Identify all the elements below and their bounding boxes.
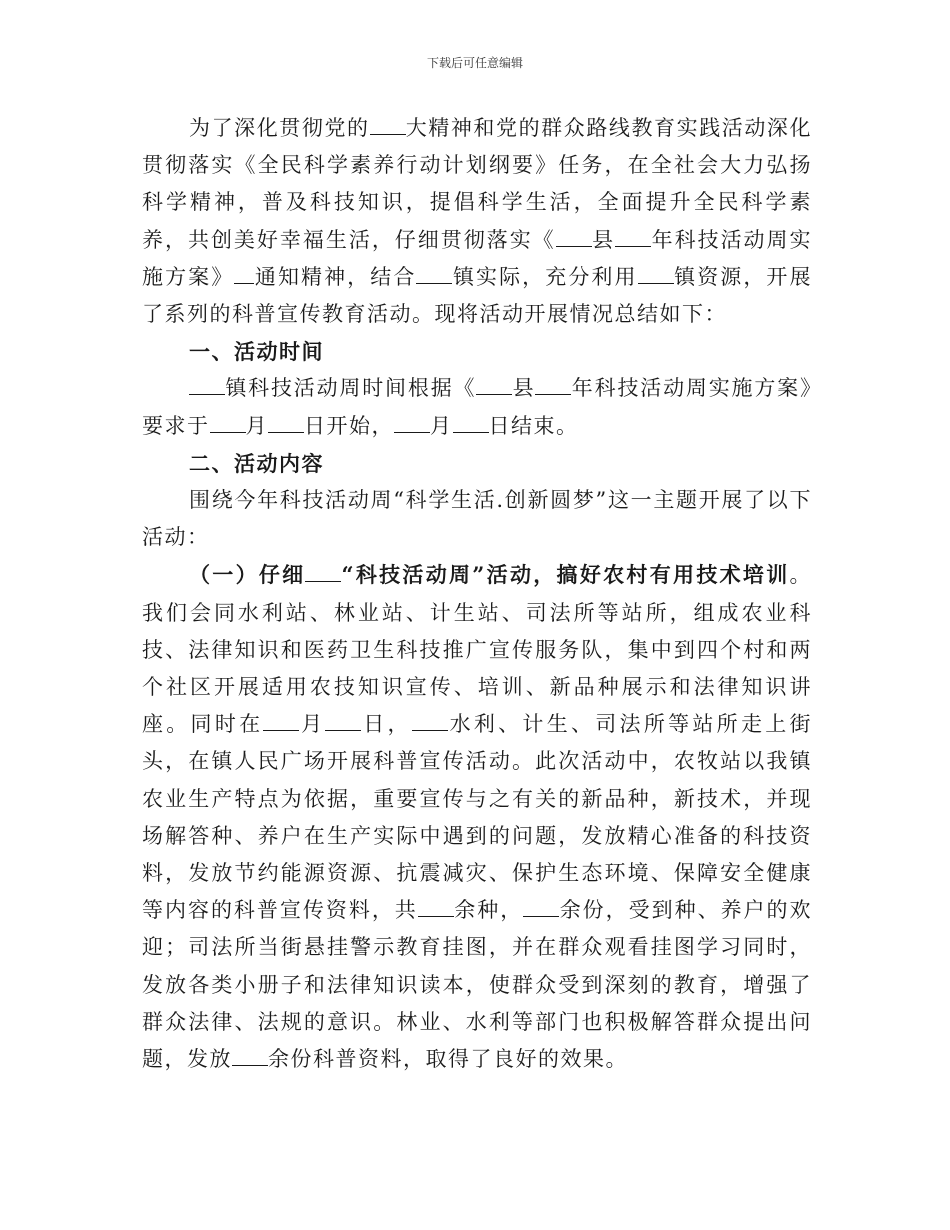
- sub-item-heading: “科技活动周”活动，搞好农村有用技术培训: [341, 562, 790, 588]
- text-run: 。我们会同水利站、林业站、计生站、司法所等站所，组成农业科技、法律知识和医药卫生科技推广宣传服务队，集中到四个村和两个社区开展适用农技知识宣传、培训、新品种展示和法律知识讲座。同时在: [142, 563, 812, 737]
- content-intro-paragraph: 围绕今年科技活动周“科学生活.创新圆梦”这一主题开展了以下活动：: [142, 488, 812, 550]
- text-run: 县: [591, 227, 616, 252]
- section-heading: 二、活动内容: [189, 450, 324, 476]
- text-run: 余份科普资料，取得了良好的效果。: [268, 1047, 628, 1072]
- sub-item-paragraph: [142, 556, 812, 1078]
- text-run: 日开始，: [304, 413, 394, 438]
- text-run: 年科技活动周实施方案》要求于: [142, 376, 813, 438]
- section-heading: 一、活动时间: [189, 339, 324, 365]
- blank-underline: [476, 372, 512, 395]
- blank-underline: [305, 559, 341, 582]
- text-run: 余种，: [453, 898, 524, 923]
- blank-underline: [556, 224, 592, 247]
- text-run: 大精神和党的群众路线教育实践活动深化贯彻落实《全民科学素养行动计划纲要》任务，在全社会大力弘扬科学精神，普及科技知识，提倡科学生活，全面提升全民科学素养，共创美好幸福生活，仔细贯彻落实《: [142, 116, 813, 252]
- blank-underline: [234, 261, 254, 284]
- blank-underline: [263, 708, 299, 731]
- intro-paragraph: [142, 110, 812, 333]
- blank-underline: [268, 410, 304, 433]
- text-run: 水利、计生、司法所等站所走上街头，在镇人民广场开展科普宣传活动。此次活动中，农牧站以我镇农业生产特点为依据，重要宣传与之有关的新品种，新技术，并现场解答种、养户在生产实际中遇到的问题，发放精心准备的科技资料，发放节约能源资源、抗震减灾、保护生态环境、保障安全健康等内容的科普宣传资料，共: [142, 712, 813, 923]
- blank-underline: [453, 410, 489, 433]
- text-run: 镇资源，开展了系列的科普宣传教育活动。现将活动开展情况总结如下：: [142, 264, 813, 327]
- document-body: [142, 110, 812, 1078]
- blank-underline: [412, 708, 448, 731]
- sub-item-heading: （一）仔细: [189, 562, 306, 588]
- activity-time-paragraph: [142, 370, 812, 444]
- text-run: 镇科技活动周时间根据《: [225, 376, 477, 401]
- page-header-note: 下载后可任意编辑: [426, 56, 523, 70]
- blank-underline: [535, 372, 571, 395]
- blank-underline: [325, 708, 361, 731]
- blank-underline: [638, 261, 674, 284]
- text-run: 县: [512, 376, 536, 401]
- text-run: 月: [430, 413, 453, 438]
- text-run: 镇实际，充分利用: [452, 264, 638, 289]
- text-run: 月: [245, 413, 268, 438]
- blank-underline: [370, 112, 406, 135]
- blank-underline: [615, 224, 651, 247]
- text-run: 月: [299, 712, 326, 737]
- text-run: 通知精神，结合: [254, 264, 417, 289]
- blank-underline: [394, 410, 430, 433]
- blank-underline: [416, 261, 452, 284]
- blank-underline: [523, 894, 559, 917]
- blank-underline: [418, 894, 454, 917]
- text-run: 日结束。: [488, 413, 579, 438]
- blank-underline: [210, 410, 246, 433]
- text-run: 余份，受到种、养户的欢迎；司法所当街悬挂警示教育挂图，并在群众观看挂图学习同时，发放各类小册子和法律知识读本，使群众受到深刻的教育，增强了群众法律、法规的意识。林业、水利等部门也积极解答群众提出问题，发放: [142, 898, 813, 1072]
- text-run: 日，: [361, 712, 412, 737]
- blank-underline: [189, 372, 225, 395]
- blank-underline: [232, 1043, 268, 1066]
- text-run: 为了深化贯彻党的: [189, 116, 370, 140]
- text-run: 年科技活动周实施方案》: [142, 227, 813, 289]
